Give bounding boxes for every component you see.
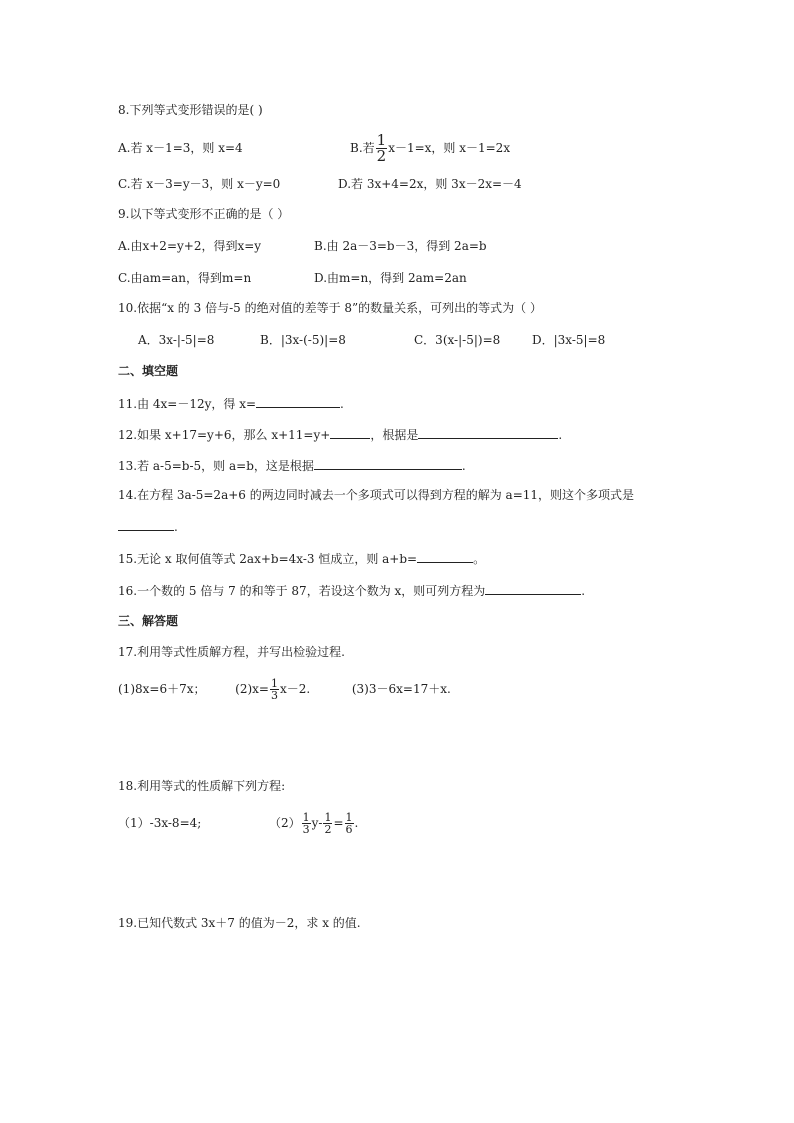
q11-end: . <box>340 397 344 411</box>
answer-blank[interactable] <box>314 457 462 470</box>
q18-part-2-post: . <box>354 816 359 830</box>
section-heading-solve: 三、解答题 <box>118 614 179 628</box>
q17-part-3: (3)3－6x=17＋x. <box>351 682 451 696</box>
q14-blank-line <box>118 518 178 535</box>
answer-blank[interactable] <box>418 426 558 439</box>
fraction-denominator: 2 <box>324 823 332 836</box>
q18-part-2-pre: （2） <box>268 816 301 830</box>
q15 <box>118 550 485 567</box>
q9-option-c: C.由am=an，得到m=n <box>118 271 252 285</box>
answer-blank[interactable] <box>485 582 581 595</box>
q10-option-b: B．|3x-(-5)|=8 <box>260 333 346 347</box>
q9-option-a: A.由x+2=y+2，得到x=y <box>118 239 262 253</box>
fraction-numerator: 1 <box>302 811 310 824</box>
q16-end: . <box>581 584 586 598</box>
fraction-denominator: 3 <box>270 689 278 702</box>
q8-option-c: C.若 x－3=y－3，则 x－y=0 <box>118 177 281 191</box>
q8-option-d: D.若 3x+4=2x，则 3x－2x=－4 <box>338 177 522 191</box>
q8-option-a: A.若 x－1=3，则 x=4 <box>118 141 243 155</box>
fraction-denominator: 2 <box>376 147 387 165</box>
q13-text: 13.若 a-5=b-5，则 a=b，这是根据 <box>118 459 314 473</box>
q8-option-b-fraction <box>376 133 388 164</box>
q12 <box>118 426 562 443</box>
q8-option-b-post: x－1=x，则 x－1=2x <box>388 141 511 155</box>
q8-option-b <box>350 131 510 165</box>
q18-fraction-1 <box>302 812 311 835</box>
q17-part-2-pre: (2)x= <box>235 682 269 696</box>
q12-mid: ，根据是 <box>370 428 419 442</box>
q17-part-1: (1)8x=6＋7x； <box>118 682 206 696</box>
q10-option-d: D．|3x-5|=8 <box>532 333 606 347</box>
answer-blank[interactable] <box>256 395 340 408</box>
q9-stem: 9.以下等式变形不正确的是（ ） <box>118 207 290 221</box>
fraction-numerator: 1 <box>376 131 387 149</box>
q8-option-b-pre: B.若 <box>350 141 375 155</box>
q18-parts <box>118 806 358 840</box>
q18-part-1: （1）-3x-8=4; <box>118 816 202 830</box>
q18-mid-2: = <box>333 816 344 830</box>
q10-stem: 10.依据“x 的 3 倍与-5 的绝对值的差等于 8”的数量关系，可列出的等式为（ ） <box>118 301 542 315</box>
q11 <box>118 395 344 412</box>
fraction-numerator: 1 <box>270 677 278 690</box>
q15-end: 。 <box>473 552 486 566</box>
q19-stem: 19.已知代数式 3x＋7 的值为－2，求 x 的值. <box>118 916 361 930</box>
q18-fraction-2 <box>323 812 332 835</box>
section-heading-fill-in: 二、填空题 <box>118 364 179 378</box>
q14-end: . <box>174 520 178 534</box>
answer-blank[interactable] <box>330 426 370 439</box>
q9-option-b: B.由 2a－3=b－3，得到 2a=b <box>314 239 487 253</box>
q18-stem: 18.利用等式的性质解下列方程: <box>118 779 286 793</box>
fraction-denominator: 3 <box>302 823 310 836</box>
q10-option-c: C．3(x-|-5|)=8 <box>414 333 501 347</box>
fraction-numerator: 1 <box>345 811 353 824</box>
q11-text: 11.由 4x=－12y，得 x= <box>118 397 257 411</box>
q14-text: 14.在方程 3a-5=2a+6 的两边同时减去一个多项式可以得到方程的解为 a=11，则这个多项式是 <box>118 488 635 502</box>
q12-end: . <box>558 428 563 442</box>
q17-parts <box>118 672 451 706</box>
q12-text: 12.如果 x+17=y+6，那么 x+11=y+ <box>118 428 331 442</box>
q18-mid-1: y- <box>311 816 323 830</box>
answer-blank[interactable] <box>417 550 473 563</box>
q15-text: 15.无论 x 取何值等式 2ax+b=4x-3 恒成立，则 a+b= <box>118 552 418 566</box>
q17-part-2-fraction <box>270 678 279 701</box>
q13-end: . <box>461 459 466 473</box>
q13 <box>118 457 466 474</box>
q16 <box>118 582 585 599</box>
fraction-numerator: 1 <box>324 811 332 824</box>
q10-option-a: A．3x-|-5|=8 <box>138 333 215 347</box>
q17-stem: 17.利用等式性质解方程，并写出检验过程. <box>118 645 345 659</box>
q9-option-d: D.由m=n，得到 2am=2an <box>314 271 467 285</box>
q17-part-2-post: x－2. <box>279 682 311 696</box>
q18-fraction-3 <box>345 812 354 835</box>
q16-text: 16.一个数的 5 倍与 7 的和等于 87，若设这个数为 x，则可列方程为 <box>118 584 486 598</box>
q8-stem: 8.下列等式变形错误的是( ) <box>118 103 263 117</box>
fraction-denominator: 6 <box>345 823 353 836</box>
answer-blank[interactable] <box>118 518 174 531</box>
